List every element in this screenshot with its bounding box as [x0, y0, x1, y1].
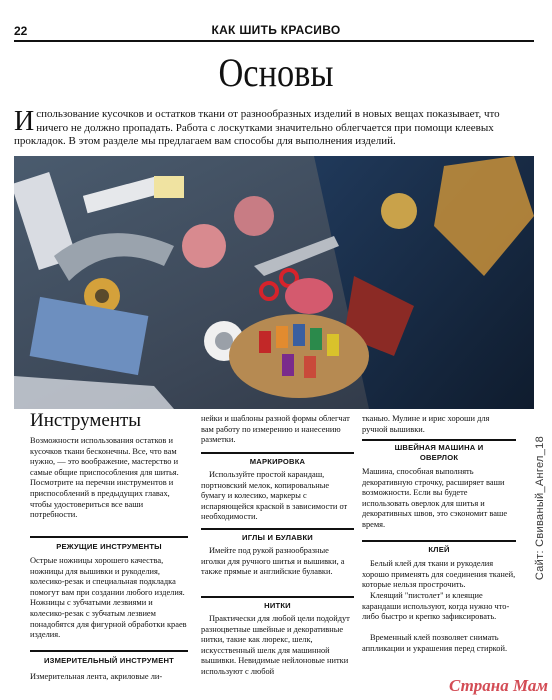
col3-paragraph-1: тканью. Мулине и ирис хороши для ручной вышивки. — [362, 414, 490, 434]
col2-paragraph-2: Используйте простой карандаш, портновский мелок, копировальные бумагу и колесико, маркеры с испаряющейся краской в зависимости от необходимости. — [201, 470, 348, 522]
sewing-tools-photo-illustration — [14, 156, 534, 409]
pink-yarn-ball — [182, 224, 226, 268]
thread-spool — [259, 331, 271, 353]
section-heading-instruments: Инструменты — [30, 410, 142, 431]
intro-text: спользование кусочков и остатков ткани от разнообразных изделий в новых вещах показывает, что ничего не должно пропадать. Работа с лоскутками значительно облегчается при помощи клеевых прокладок. В этом разделе мы предлагаем вам способы для выполнения изделий. — [14, 108, 500, 147]
col1-paragraph-2: Острые ножницы хорошего качества, ножницы для вышивки и рукоделия, колесико-резак и специальная подкладка помогут вам при создании любого изделия. Ножницы с зубчатыми лезвиями и колесико-резак с зубчатым лезвием понадобятся для фигурной обработки краев изделия. — [30, 556, 187, 640]
col3-paragraph-2: Машина, способная выполнять декоративную строчку, расширяет ваши возможности. Если вы будете использовать оверлок для шитья и декоративных швов, это сэкономит ваше время. — [362, 467, 508, 529]
gold-star-motif — [381, 193, 417, 229]
page-number: 22 — [14, 24, 28, 38]
drop-cap: И — [14, 106, 35, 137]
pincushion — [285, 278, 333, 314]
header-rule — [14, 40, 534, 42]
subheading-glue: КЛЕЙ — [428, 545, 450, 554]
subheading-measuring-tools: ИЗМЕРИТЕЛЬНЫЙ ИНСТРУМЕНТ — [44, 656, 174, 665]
subheading-rule — [30, 536, 188, 538]
hero-photo — [14, 156, 534, 409]
subheading-rule — [201, 528, 354, 530]
subheading-rule — [201, 452, 354, 454]
subheading-marking: МАРКИРОВКА — [249, 457, 306, 466]
col1-paragraph-1: Возможности использования остатков и кусочков ткани бесконечны. Все, что вам нужно, — это воображение, мастерство и самые общие приспособления для шитья. Посмотрите на перечни инструментов и приспособлений в предыдущих главах, чтобы удостовериться все ваши потребности. — [30, 436, 179, 520]
intro-paragraph — [14, 108, 532, 149]
subheading-sewing-machine: ШВЕЙНАЯ МАШИНА И ОВЕРЛОК — [394, 443, 484, 462]
subheading-threads: НИТКИ — [264, 601, 291, 610]
subheading-cutting-tools: РЕЖУЩИЕ ИНСТРУМЕНТЫ — [56, 542, 162, 551]
watermark-site-logo: Страна Мам — [448, 676, 548, 695]
col2-paragraph-3: Имейте под рукой разнообразные иголки для ручного шитья и вышивки, а также прямые и английские булавки. — [201, 546, 345, 577]
col1-paragraph-3: Измерительная лента, акриловые ли- — [30, 672, 163, 681]
col3-paragraph-4: Клеящий "пистолет" и клеящие карандаши используют, когда нужно что-либо быстро и крепко зафиксировать. — [362, 591, 510, 622]
page-title: Основы — [218, 50, 334, 95]
col3-paragraph-5: Временный клей позволяет снимать аппликации и украшения перед стиркой. — [362, 633, 508, 653]
subheading-rule — [362, 540, 516, 542]
running-title: КАК ШИТЬ КРАСИВО — [211, 23, 341, 37]
col3-paragraph-3: Белый клей для ткани и рукоделия хорошо применять для соединения тканей, которые нельзя прострочить. — [362, 559, 516, 590]
subheading-rule — [362, 439, 516, 441]
col2-paragraph-1: нейки и шаблоны разной формы облегчат вам работу по измерению и нанесению разметки. — [201, 414, 350, 445]
subheading-needles-pins: ИГЛЫ И БУЛАВКИ — [242, 533, 313, 542]
watermark-vertical: Сайт: Свиваный_Ангел_18 — [534, 435, 546, 580]
glue-stick — [154, 176, 184, 198]
subheading-rule — [30, 650, 188, 652]
col2-paragraph-4: Практически для любой цели подойдут разноцветные швейные и декоративные нитки, такие как люрекс, шелк, искусственный шелк для машинной вышивки. Невидимые нейлоновые нитки используют с любой — [201, 614, 350, 676]
subheading-rule — [201, 596, 354, 598]
